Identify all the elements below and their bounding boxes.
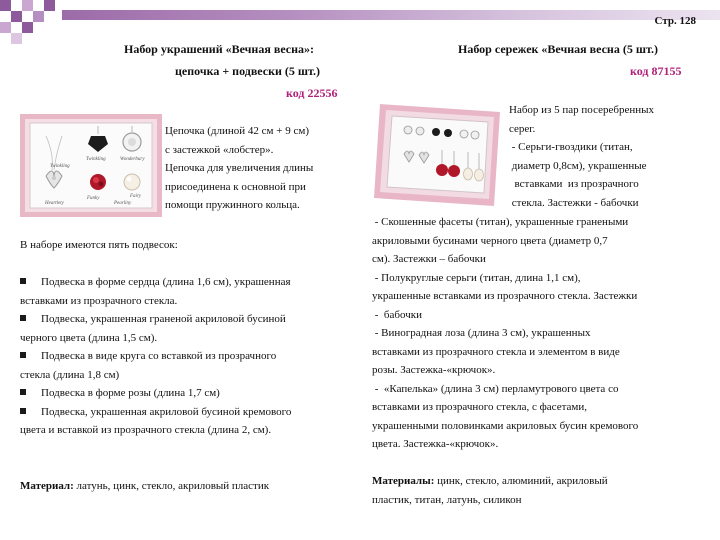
earring-intro-line: серег. — [509, 122, 536, 135]
chain-line: помощи пружинного кольца. — [165, 199, 300, 211]
earring-line: акриловыми бусинами черного цвета (диаметр 0,7 — [372, 234, 608, 247]
earring-intro — [509, 101, 654, 212]
pendant-item-cont: стекла (длина 1,8 см) — [20, 368, 120, 381]
necklace-set-title: Набор украшений «Вечная весна»: — [124, 42, 315, 56]
earring-materials: Материалы: цинк, стекло, алюминий, акриловый — [372, 475, 608, 487]
pendant-item-cont: цвета и вставкой из прозрачного стекла (длина 2, см). — [20, 424, 272, 436]
earring-intro-line: диаметр 0,8см), украшенные — [509, 159, 647, 172]
earring-set-title: Набор сережек «Вечная весна (5 шт.) — [458, 42, 658, 56]
earring-intro-line: - Серьги-гвоздики (титан, — [509, 141, 633, 153]
chain-line: Цепочка (длиной 42 см + 9 см) — [165, 125, 309, 137]
pendant-list — [20, 236, 291, 495]
pendant-caption-fairy: Fairy — [130, 194, 142, 199]
earring-line: украшенные вставками из прозрачного стекла. Застежки — [372, 290, 638, 302]
page-number: Стр. 128 — [654, 15, 696, 27]
pendant-caption-pearl: Pearliny — [114, 201, 132, 206]
earring-set-photo — [370, 98, 504, 212]
earring-set-code: код 87155 — [630, 64, 682, 78]
earring-intro-line: Набор из 5 пар посеребренных — [509, 104, 655, 116]
necklace-materials: Материал: латунь, цинк, стекло, акриловый пластик — [20, 479, 270, 492]
chain-line: Цепочка для увеличения длины — [165, 162, 314, 174]
earring-line: - Виноградная лоза (длина 3 см), украшенных — [372, 327, 591, 339]
earring-intro-line: стекла. Застежки - бабочки — [509, 196, 639, 209]
earring-line: украшенными половинками акриловых бусин кремового — [372, 419, 639, 432]
pendant-item: Подвеска в форме розы (длина 1,7 см) — [20, 384, 291, 403]
earring-line: вставками из прозрачного стекла и элементом в виде — [372, 345, 620, 358]
pendant-set-photo — [20, 114, 162, 217]
pendant-item: Подвеска, украшенная граненой акриловой бусиной — [20, 310, 291, 329]
earring-line: розы. Застежка-«крючок». — [372, 364, 496, 376]
earring-description — [372, 213, 638, 509]
necklace-set-subtitle: цепочка + подвески (5 шт.) — [175, 64, 321, 78]
bullet-icon — [20, 352, 26, 358]
corner-decoration — [0, 0, 64, 44]
pendant-item-cont: черного цвета (длина 1,5 см). — [20, 331, 158, 344]
chain-line: с застежкой «лобстер». — [165, 143, 274, 156]
earring-materials-cont: пластик, титан, латунь, силикон — [372, 493, 522, 506]
pendant-caption-rose: Funky — [87, 196, 100, 201]
pendant-item-cont: вставками из прозрачного стекла. — [20, 294, 178, 307]
earring-line: цвета. Застежка-«крючок». — [372, 438, 499, 450]
pendant-caption-onyx: Twinkling — [86, 157, 106, 162]
pendant-item: Подвеска, украшенная акриловой бусиной кремового — [20, 403, 291, 422]
pendant-item: Подвеска в форме сердца (длина 1,6 см), украшенная — [20, 273, 291, 292]
bullet-icon — [20, 315, 26, 321]
earring-line: - Полукруглые серьги (титан, длина 1,1 см), — [372, 271, 581, 284]
earring-line: - бабочки — [372, 308, 422, 321]
earring-intro-line: вставками из прозрачного — [509, 178, 639, 190]
pendant-caption-circle: Wonderbury — [120, 157, 145, 162]
necklace-set-code: код 22556 — [286, 86, 338, 100]
chain-line: присоединена к основной при — [165, 180, 306, 193]
bullet-icon — [20, 408, 26, 414]
pendant-item: Подвеска в виде круга со вставкой из прозрачного — [20, 347, 291, 366]
pendant-caption-chain: Twinkling — [50, 164, 70, 169]
bullet-icon — [20, 389, 26, 395]
header-gradient-bar — [62, 10, 720, 20]
bullet-icon — [20, 278, 26, 284]
pendant-caption-heart: Heartlety — [45, 201, 64, 206]
chain-description — [165, 122, 313, 215]
earring-line: - Скошенные фасеты (титан), украшенные гранеными — [372, 216, 629, 228]
earring-line: вставками из прозрачного стекла, с фасетами, — [372, 401, 587, 413]
earring-line: см). Застежки – бабочки — [372, 253, 486, 265]
pendant-list-intro: В наборе имеются пять подвесок: — [20, 239, 178, 251]
earring-line: - «Капелька» (длина 3 см) перламутрового цвета со — [372, 382, 619, 395]
